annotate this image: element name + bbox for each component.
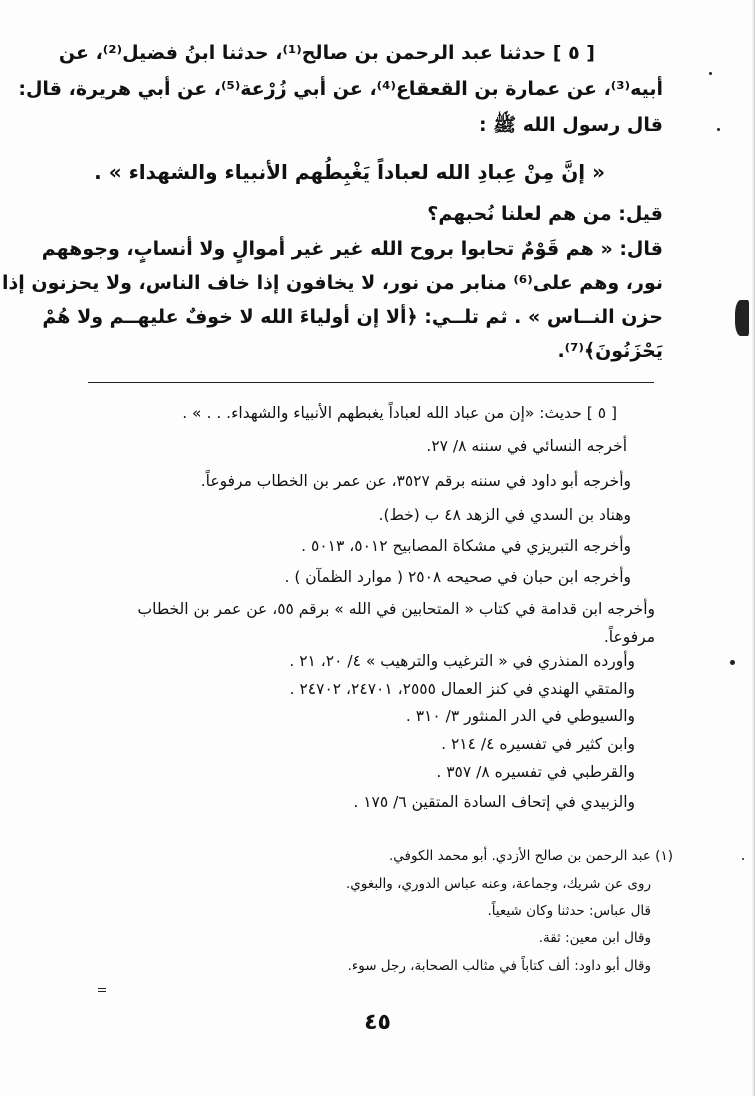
page-number: ٤٥ [364, 1010, 391, 1035]
reference-line: والمتقي الهندي في كنز العمال ٢٥٥٥، ٢٤٧٠١، ٢٤٧٠٢ . [289, 680, 635, 698]
main-text-line: [ ٥ ] حدثنا عبد الرحمن بن صالح⁽¹⁾، حدثنا ابنُ فضيل⁽²⁾، عن [58, 42, 595, 64]
reference-line: والقرطبي في تفسيره ٨/ ٣٥٧ . [436, 763, 635, 781]
scan-dash [98, 991, 106, 992]
scan-speck [709, 72, 712, 75]
main-text-line: قال: « هم قَوْمٌ تحابوا بروح الله غير غير أموالٍ ولا أنسابٍ، وجوههم [41, 238, 663, 260]
reference-line: وابن كثير في تفسيره ٤/ ٢١٤ . [441, 735, 635, 753]
scan-speck [730, 660, 735, 665]
main-text-line: حزن النــاس » . ثم تلــي: ﴿ألا إن أولياءَ الله لا خوفٌ عليهــم ولا هُمْ [42, 306, 663, 328]
reference-line: أخرجه النسائي في سننه ٨/ ٢٧. [426, 437, 627, 455]
main-text-line: نور، وهم على⁽⁶⁾ منابر من نور، لا يخافون إذا خاف الناس، ولا يحزنون إذا [2, 272, 663, 294]
reference-line: والزبيدي في إتحاف السادة المتقين ٦/ ١٧٥ . [353, 793, 635, 811]
footnote-line: (١) عبد الرحمن بن صالح الأزدي. أبو محمد الكوفي. [389, 848, 673, 864]
reference-line: والسيوطي في الدر المنثور ٣/ ٣١٠ . [405, 707, 635, 725]
reference-line: وأخرجه ابن قدامة في كتاب « المتحابين في الله » برقم ٥٥، عن عمر بن الخطاب [137, 600, 655, 618]
footnote-line: روى عن شريك، وجماعة، وعنه عباس الدوري، والبغوي. [346, 876, 651, 892]
scan-speck [742, 858, 744, 860]
main-text-line: قال رسول الله ﷺ : [478, 114, 663, 136]
main-text-line: يَحْزَنُونَ﴾⁽⁷⁾. [557, 340, 663, 362]
footnote-line: قال عباس: حدثنا وكان شيعياً. [487, 903, 651, 919]
hadith-text: « إنَّ مِنْ عِبادِ الله لعباداً يَغْبِطُهم الأنبياء والشهداء » . [94, 160, 605, 184]
footnote-line: وقال ابن معين: ثقة. [538, 930, 651, 946]
reference-line: وأخرجه التبريزي في مشكاة المصابيح ٥٠١٢، ٥٠١٣ . [301, 537, 631, 555]
scan-dash [98, 988, 106, 989]
reference-line: وهناد بن السدي في الزهد ٤٨ ب (خط). [378, 506, 631, 524]
main-text-line: قيل: من هم لعلنا نُحبهم؟ [427, 203, 663, 225]
scan-speck [717, 128, 720, 131]
reference-line: وأورده المنذري في « الترغيب والترهيب » ٤/ ٢٠، ٢١ . [289, 652, 635, 670]
footnote-line: وقال أبو داود: ألف كتاباً في مثالب الصحابة، رجل سوء. [347, 958, 651, 974]
main-text-line: أبيه⁽³⁾، عن عمارة بن القعقاع⁽⁴⁾، عن أبي زُرْعة⁽⁵⁾، عن أبي هريرة، قال: [18, 78, 663, 100]
scan-blot [735, 300, 749, 336]
reference-line: مرفوعاً. [603, 628, 655, 646]
reference-line: وأخرجه ابن حبان في صحيحه ٢٥٠٨ ( موارد الظمآن ) . [284, 568, 631, 586]
reference-line: [ ٥ ] حديث: «إن من عباد الله لعباداً يغبطهم الأنبياء والشهداء. . . » . [182, 404, 617, 422]
reference-line: وأخرجه أبو داود في سننه برقم ٣٥٢٧، عن عمر بن الخطاب مرفوعاً. [200, 472, 631, 490]
section-divider [88, 382, 654, 383]
